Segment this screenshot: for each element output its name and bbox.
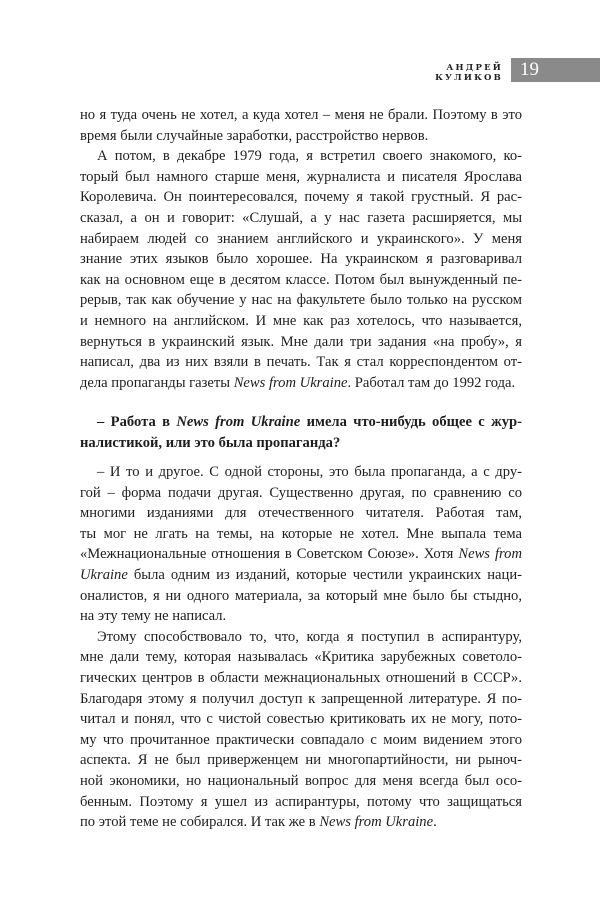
text-run: – Работа в bbox=[97, 414, 177, 430]
page-number-box bbox=[511, 58, 600, 82]
text-line bbox=[80, 270, 522, 291]
text-run: оналистов, я ни одного материала, за который мне было бы стыдно, bbox=[80, 587, 522, 604]
text-line bbox=[80, 146, 522, 167]
text-block-intro bbox=[80, 105, 522, 393]
text-run: . bbox=[433, 814, 437, 831]
text-run: гой – форма подачи другая. Существенно другая, по сравнению со bbox=[80, 484, 522, 501]
text-run: набираем людей со знанием английского и украинского». У меня bbox=[80, 230, 522, 247]
text-run: рерыв, так как обучение у нас на факультете было только на русском bbox=[80, 292, 522, 309]
text-run: аспекта. Я не был приверженцем ни многопартийности, ни рыноч- bbox=[80, 752, 522, 769]
text-run: сказал, а он и говорит: «Слушай, а у нас газета расширяется, мы bbox=[80, 209, 522, 226]
interview-answer bbox=[80, 462, 522, 833]
text-run: гических центров в области межнациональных отношений в СССР». bbox=[80, 669, 522, 686]
text-run: – И то и другое. С одной стороны, это была пропаганда, а с дру- bbox=[97, 464, 522, 480]
text-line bbox=[80, 544, 522, 565]
text-run: налистикой, или это была пропаганда? bbox=[80, 434, 341, 451]
text-run: как на основном еще в десятом классе. Потом был вынужденный пе- bbox=[80, 271, 522, 288]
text-line bbox=[80, 750, 522, 771]
text-line bbox=[80, 586, 522, 607]
text-run: . Работал там до 1992 года. bbox=[347, 374, 516, 391]
text-run: му что прочитанное практически совпадало с моим видением этого bbox=[80, 731, 522, 748]
text-run: «Межнациональные отношения в Советском Союзе». Хотя bbox=[80, 546, 459, 563]
text-line bbox=[80, 208, 522, 229]
text-run: по этой теме не собирался. И так же в bbox=[80, 814, 320, 831]
text-line bbox=[80, 187, 522, 208]
text-line bbox=[80, 771, 522, 792]
text-line bbox=[80, 311, 522, 332]
text-line bbox=[80, 668, 522, 689]
text-line bbox=[80, 565, 522, 586]
text-run: и немного на английском. И мне как раз хотелось, что называется, bbox=[80, 312, 522, 329]
text-run: вернуться в украинский язык. Мне дали три задания «на пробу», я bbox=[80, 333, 522, 350]
text-run: на эту тему не написал. bbox=[80, 608, 227, 625]
page-number: 19 bbox=[520, 59, 539, 80]
text-line bbox=[80, 606, 522, 627]
text-line bbox=[80, 290, 522, 311]
paragraph bbox=[80, 627, 522, 833]
text-run: торый был намного старше меня, журналиста и писателя Ярослава bbox=[80, 168, 522, 185]
text-line bbox=[80, 524, 522, 545]
text-run: написал, два из них взяли в печать. Так я стал корреспондентом от- bbox=[80, 354, 522, 371]
text-line bbox=[80, 332, 522, 353]
text-run: ты мог не лгать на темы, на которые не хотел. Мне выпала тема bbox=[80, 525, 522, 542]
text-run: читал и понял, что с чистой совестью критиковать их не могу, пото- bbox=[80, 711, 522, 728]
text-run: Благодаря этому я получил доступ к запрещенной литературе. Я по- bbox=[80, 690, 522, 707]
text-line bbox=[80, 627, 522, 648]
text-line bbox=[80, 126, 522, 147]
text-line bbox=[80, 730, 522, 751]
text-line bbox=[80, 167, 522, 188]
text-line bbox=[80, 373, 522, 394]
text-run: время были случайные заработки, расстройство нервов. bbox=[80, 127, 429, 144]
text-line bbox=[80, 433, 522, 454]
text-line bbox=[80, 689, 522, 710]
text-run: Королевича. Он поинтересовался, почему я такой грустный. Я рас- bbox=[80, 189, 522, 206]
paragraph bbox=[80, 412, 522, 453]
text-run: А потом, в декабре 1979 года, я встретил своего знакомого, ко- bbox=[97, 148, 522, 165]
paragraph bbox=[80, 105, 522, 146]
text-line bbox=[80, 503, 522, 524]
text-line bbox=[80, 812, 522, 833]
text-run: многими изданиями для отечественного читателя. Работая там, bbox=[80, 505, 522, 522]
italic-title: News from bbox=[458, 546, 522, 563]
text-run: бенным. Поэтому я ушел из аспирантуры, потому что защищаться bbox=[80, 793, 522, 810]
text-run: знание этих языков было хорошее. На украинском я разговаривал bbox=[80, 251, 522, 268]
text-line bbox=[80, 462, 522, 483]
text-line bbox=[80, 249, 522, 270]
text-line bbox=[80, 709, 522, 730]
italic-title: News from Ukraine bbox=[176, 414, 301, 430]
text-run: была одним из изданий, которые честили украинских наци- bbox=[127, 566, 522, 583]
text-line bbox=[80, 105, 522, 126]
text-run: имела что-нибудь общее с жур- bbox=[300, 414, 523, 430]
italic-title: Ukraine bbox=[80, 566, 128, 583]
text-line bbox=[80, 483, 522, 504]
text-run: Этому способствовало то, что, когда я поступил в аспирантуру, bbox=[97, 628, 522, 645]
paragraph bbox=[80, 462, 522, 627]
text-line bbox=[80, 229, 522, 250]
text-line bbox=[80, 412, 522, 433]
interview-question bbox=[80, 412, 522, 453]
text-line bbox=[80, 647, 522, 668]
author-name: АНДРЕЙ КУЛИКОВ bbox=[435, 63, 503, 83]
paragraph bbox=[80, 146, 522, 393]
italic-title: News from Ukraine bbox=[233, 374, 348, 391]
text-run: дела пропаганды газеты bbox=[80, 374, 234, 391]
text-line bbox=[80, 792, 522, 813]
text-line bbox=[80, 352, 522, 373]
text-run: мне дали тему, которая называлась «Критика зарубежных советоло- bbox=[80, 649, 522, 666]
text-run: ной экономики, но национальный вопрос для меня всегда был осо- bbox=[80, 772, 522, 789]
text-run: но я туда очень не хотел, а куда хотел – меня не брали. Поэтому в это bbox=[80, 107, 522, 123]
italic-title: News from Ukraine bbox=[319, 814, 434, 831]
